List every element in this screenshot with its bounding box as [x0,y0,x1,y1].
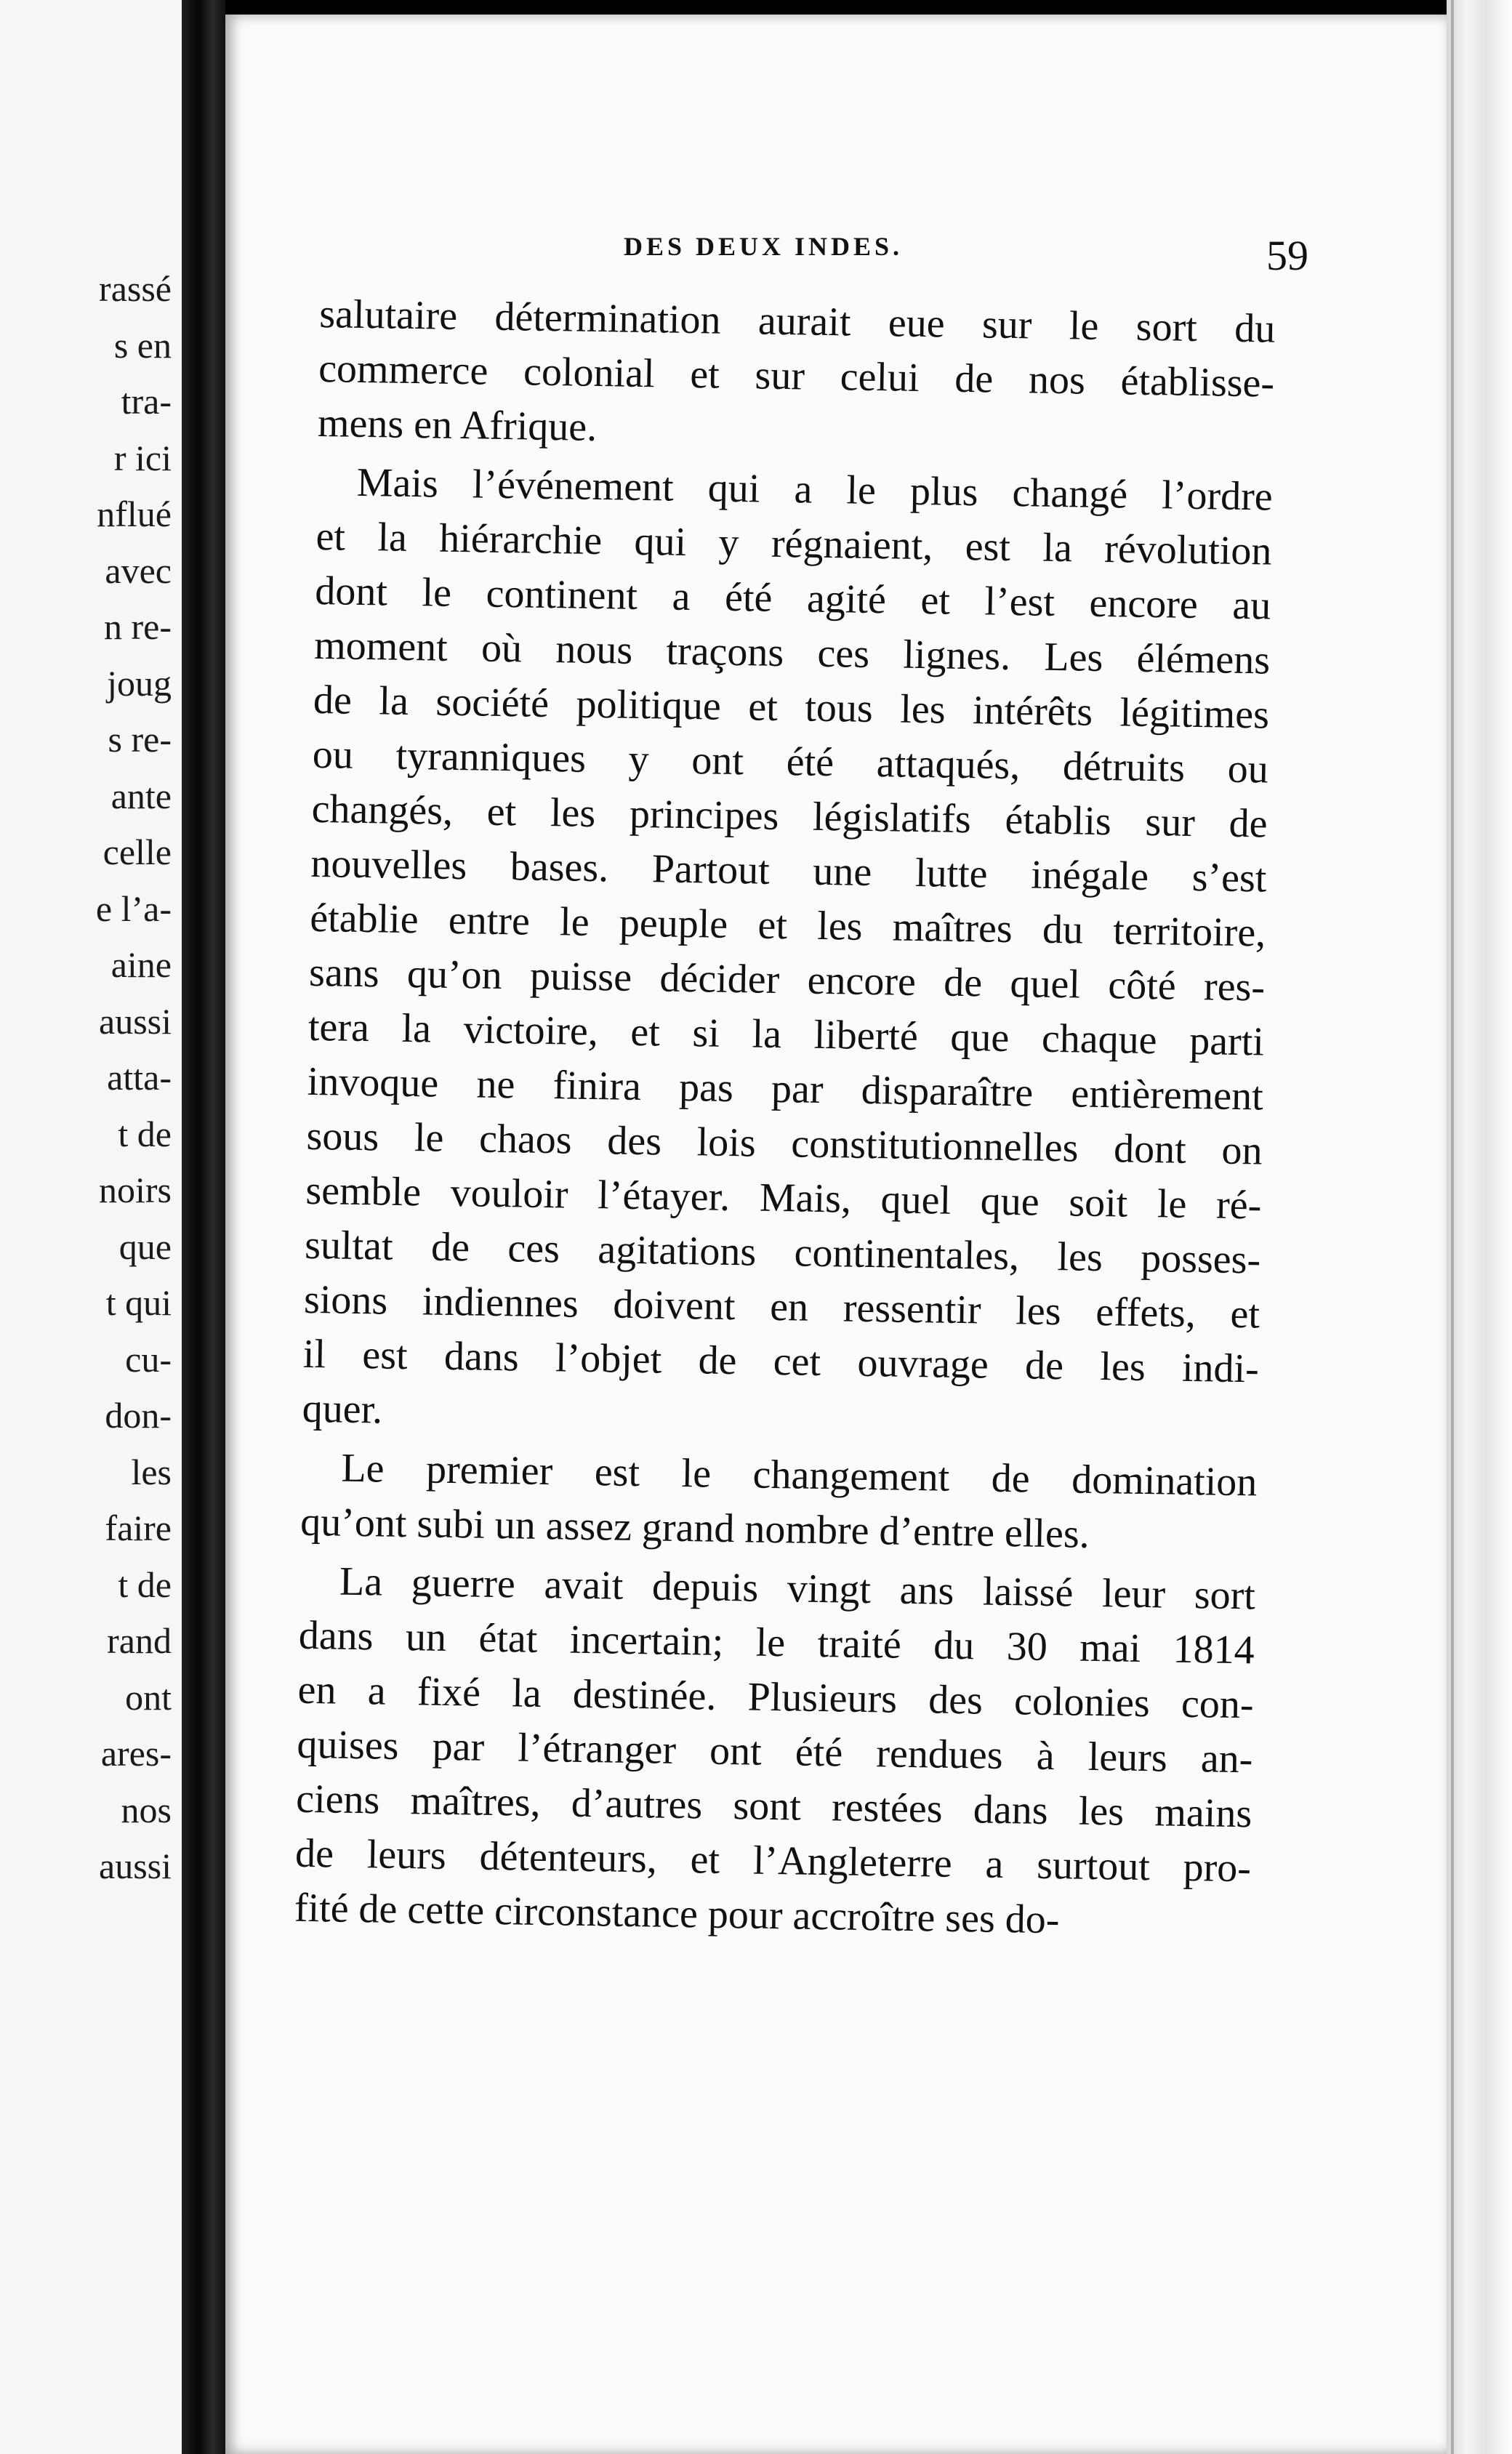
text-line: établie entre le peuple et les maîtres du territoire, [309,895,1266,956]
text-line: tera la victoire, et si la liberté que chaque parti [307,1004,1265,1065]
left-page-fragment: rassé [99,268,172,309]
text-line: semble vouloir l’étayer. Mais, quel que soit le ré- [305,1167,1262,1228]
text-line: fité de cette circonstance pour accroître ses do- [294,1885,1060,1943]
left-page-fragment: t qui [105,1282,172,1323]
paragraph [300,1441,1258,1565]
left-page-fragment: nos [121,1789,172,1830]
text-line: il est dans l’objet de cet ouvrage de les indi- [302,1331,1260,1392]
left-page-fragment: atta- [107,1057,172,1098]
left-page-fragment: r ici [113,437,172,478]
left-page-fragment: ares- [100,1733,172,1774]
page-edge [1447,0,1512,2454]
text-line: qu’ont subi un assez grand nombre d’entre elles. [299,1499,1090,1557]
left-page-fragment: nflué [97,494,172,534]
left-page-fragment: ante [110,775,172,816]
text-line: Le premier est le changement de domination [340,1445,1258,1505]
text-line: sultat de ces agitations continentales, les posses- [304,1222,1261,1283]
left-page-fragment: aine [110,944,172,985]
left-page-fragment: s en [113,324,172,366]
left-page-fragment: les [131,1451,172,1492]
text-line: commerce colonial et sur celui de nos établisse- [318,345,1275,406]
paragraph [317,287,1275,466]
left-page-fragment: s re- [108,719,172,760]
text-line: et la hiérarchie qui y régnaient, est la révolution [315,513,1272,574]
text-line: nouvelles bases. Partout une lutte inégale s’est [310,840,1267,901]
text-line: dont le continent a été agité et l’est encore au [314,568,1271,629]
paragraph [294,1554,1255,1951]
text-line: ciens maîtres, d’autres sont restées dans les mains [295,1776,1252,1837]
text-line: Mais l’événement qui a le plus changé l’ordre [356,459,1274,520]
text-line: en a fixé la destinée. Plusieurs des colonies con- [297,1667,1255,1728]
left-page-fragment: que [118,1226,172,1267]
text-line: changés, et les principes législatifs établis sur de [311,786,1268,847]
text-line: de la société politique et tous les intérêts légitimes [313,677,1270,738]
left-page-fragment: aussi [99,1846,172,1886]
text-line: invoque ne finira pas par disparaître entièrement [307,1058,1264,1119]
left-page-fragment: cu- [125,1338,172,1380]
text-line: sous le chaos des lois constitutionnelles dont on [306,1113,1263,1174]
text-line: sions indiennes doivent en ressentir les effets, et [303,1276,1260,1337]
text-line: ou tyranniques y ont été attaqués, détruits ou [312,731,1269,792]
text-line: quises par l’étranger ont été rendues à leurs an- [297,1721,1253,1782]
left-page-fragment: t de [118,1113,172,1154]
left-page-fragment: joug [107,662,172,704]
left-page-fragment: tra- [121,381,172,422]
left-facing-page [0,0,182,2454]
text-line: salutaire détermination aurait eue sur le sort du [318,291,1276,352]
left-page-fragment: celle [102,832,172,872]
left-page-fragment: e l’a- [95,888,172,929]
page-number: 59 [1266,232,1308,279]
left-page-fragment: rand [107,1620,172,1661]
book-gutter [182,0,225,2454]
left-page-fragment: t de [118,1564,172,1605]
text-line: dans un état incertain; le traité du 30 mai 1814 [298,1612,1255,1673]
running-head: DES DEUX INDES. [623,232,904,261]
text-line: quer. [302,1385,383,1433]
text-line: moment où nous traçons ces lignes. Les élémens [313,622,1271,683]
body-text [294,287,1275,1950]
left-page-fragment: aussi [99,1000,172,1042]
text-line: La guerre avait depuis vingt ans laissé leur sort [339,1558,1256,1619]
left-page-fragment: n re- [104,606,172,647]
left-page-fragment: ont [125,1676,172,1718]
text-line: de leurs détenteurs, et l’Angleterre a surtout pro- [294,1830,1252,1891]
left-page-fragment: don- [105,1395,172,1436]
text-line: sans qu’on puisse décider encore de quel côté res- [308,949,1266,1010]
text-line: mens en Afrique. [317,400,598,451]
paragraph [302,455,1273,1451]
left-page-fragment: noirs [99,1170,172,1210]
left-page-fragment: avec [105,550,172,591]
left-page-fragment: faire [105,1508,172,1548]
